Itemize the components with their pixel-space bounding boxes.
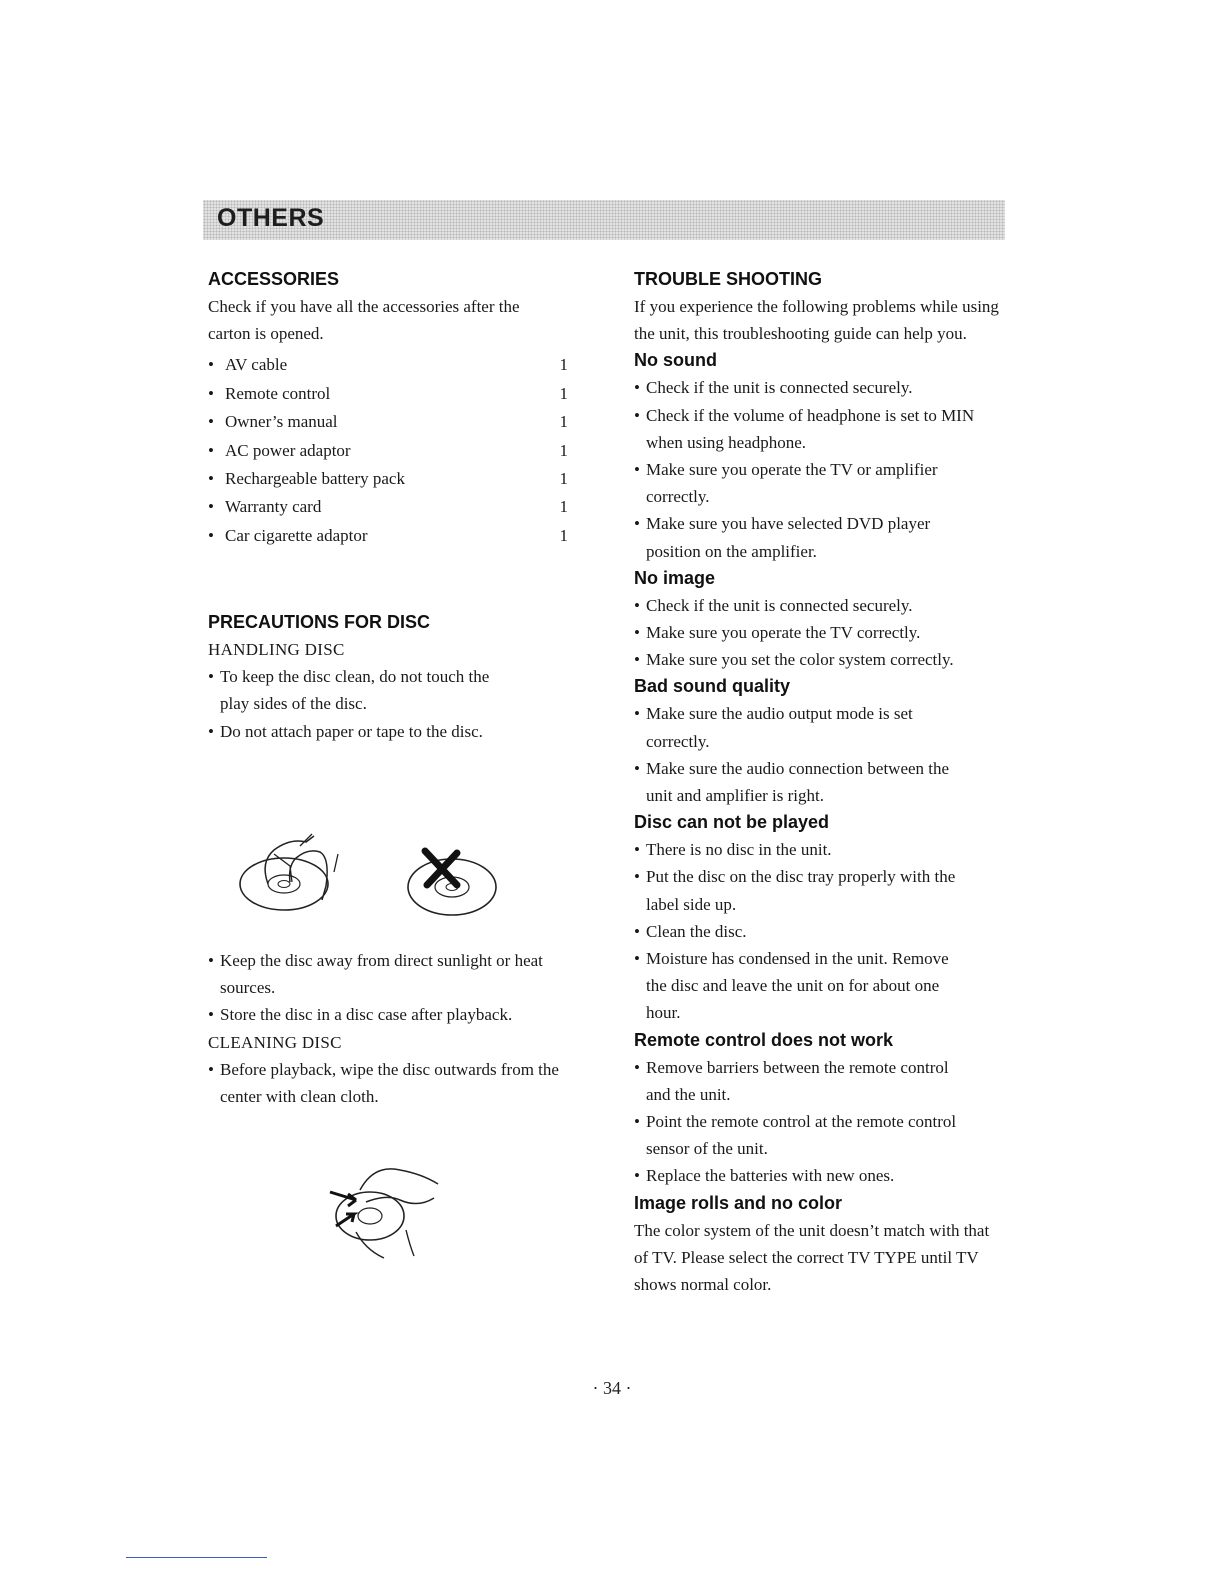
list-item: • Check if the unit is connected securely. [634,595,913,615]
section-banner [203,200,1005,240]
list-item: • Remote control 1 [208,380,568,408]
precautions-section [208,609,548,745]
quantity: 1 [559,412,568,432]
accessories-intro: Check if you have all the accessories after the carton is opened. [208,297,520,344]
list-item: • Before playback, wipe the disc outwards from the center with clean cloth. [208,1059,559,1107]
quantity: 1 [559,469,568,489]
quantity: 1 [559,355,568,375]
list-item: • Put the disc on the disc tray properly with the label side up. [634,867,956,914]
list-item: • AC power adaptor 1 [208,437,568,465]
no-image-title: No image [634,567,716,588]
list-item: • Moisture has condensed in the unit. Remove the disc and leave the unit on for about one hour. [634,949,949,1023]
list-item: • Make sure the audio connection between the unit and amplifier is right. [634,758,950,806]
list-item: • There is no disc in the unit. [634,840,832,860]
disc-hold-correct-illustration [238,826,348,921]
list-item: • Rechargeable battery pack 1 [208,465,568,493]
list-item: • Make sure you operate the TV correctly. [634,623,921,643]
no-sound-title: No sound [634,350,717,371]
left-column [208,266,568,550]
list-item: • Owner’s manual 1 [208,408,568,436]
footer-rule [126,1557,267,1558]
precautions-more [208,947,560,1110]
page-number: · 34 · [592,1378,632,1398]
list-item: • Make sure you have selected DVD player position on the amplifier. [634,514,931,561]
list-item: • Check if the unit is connected securely. [634,378,913,398]
list-item: • To keep the disc clean, do not touch the play sides of the disc. [208,667,490,714]
list-item: • Make sure you set the color system correctly. [634,650,954,670]
image-rolls-title: Image rolls and no color [634,1192,843,1213]
accessories-heading: ACCESSORIES [208,269,340,289]
quantity: 1 [559,497,568,517]
cleaning-disc-title: CLEANING DISC [208,1032,342,1052]
right-column [634,266,1024,1298]
list-item: • Car cigarette adaptor 1 [208,522,568,550]
quantity: 1 [559,525,568,545]
list-item: • Warranty card 1 [208,493,568,521]
quantity: 1 [559,440,568,460]
list-item: • Clean the disc. [634,921,747,941]
list-item: • Do not attach paper or tape to the disc. [208,721,483,741]
list-item: • Store the disc in a disc case after playback. [208,1005,513,1025]
list-item: • Check if the volume of headphone is set to MIN when using headphone. [634,405,975,452]
list-item: • Point the remote control at the remote control sensor of the unit. [634,1112,957,1159]
list-item: • Make sure you operate the TV or amplifier correctly. [634,460,938,507]
list-item: • Remove barriers between the remote control and the unit. [634,1057,949,1104]
list-item: • Replace the batteries with new ones. [634,1166,895,1186]
list-item: • Make sure the audio output mode is set correctly. [634,704,913,751]
disc-hold-wrong-illustration [405,845,500,920]
banner-title: OTHERS [217,204,325,232]
bad-sound-title: Bad sound quality [634,676,791,697]
accessories-list [208,351,568,550]
troubleshooting-heading: TROUBLE SHOOTING [634,269,822,289]
remote-not-work-title: Remote control does not work [634,1029,894,1050]
troubleshooting-intro: If you experience the following problems while using the unit, this troubleshooting guide can help you. [634,297,999,344]
disc-cleaning-illustration [326,1150,446,1260]
handling-disc-title: HANDLING DISC [208,640,345,659]
list-item: • Keep the disc away from direct sunlight or heat sources. [208,951,543,998]
disc-not-played-title: Disc can not be played [634,812,830,833]
list-item: • AV cable 1 [208,351,568,379]
quantity: 1 [559,383,568,403]
precautions-heading: PRECAUTIONS FOR DISC [208,612,431,632]
image-rolls-text: The color system of the unit doesn’t match with that of TV. Please select the correct TV TYPE until TV shows normal color. [634,1220,990,1295]
